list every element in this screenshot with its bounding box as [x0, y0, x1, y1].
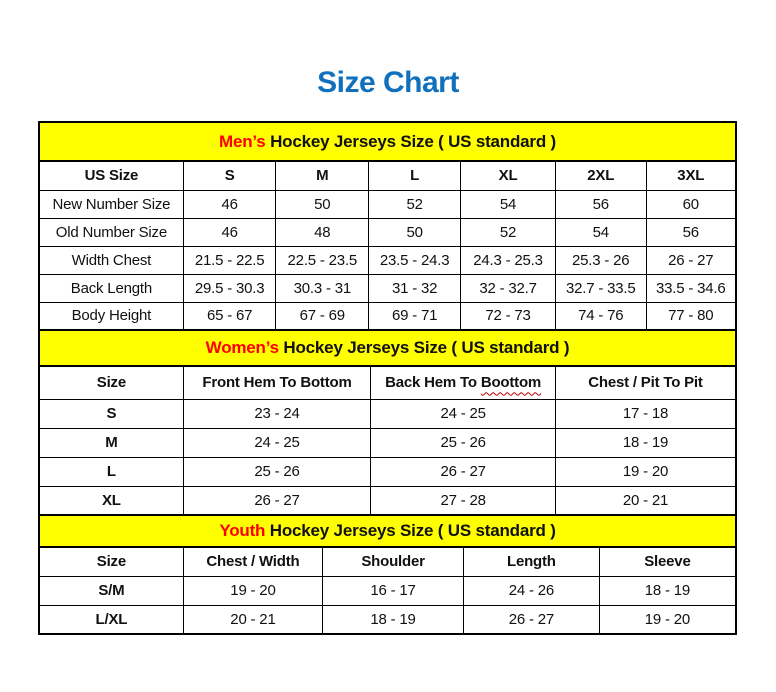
table-cell: 72 - 73 — [461, 302, 556, 330]
youth-section-banner — [39, 515, 736, 547]
youth-size-table — [38, 514, 737, 635]
table-cell: 54 — [461, 190, 556, 218]
column-header-s: S — [183, 161, 276, 190]
mens-header-row — [39, 161, 736, 190]
column-header-2xl: 2XL — [555, 161, 646, 190]
table-cell: 19 - 20 — [183, 576, 322, 605]
youth-header-row — [39, 547, 736, 576]
table-cell: 50 — [276, 190, 369, 218]
table-cell: 33.5 - 34.6 — [646, 274, 736, 302]
table-cell: 19 - 20 — [599, 605, 736, 634]
table-cell: 52 — [461, 218, 556, 246]
table-cell: 27 - 28 — [371, 486, 556, 515]
table-cell: 46 — [183, 218, 276, 246]
row-label: Width Chest — [39, 246, 183, 274]
row-label: XL — [39, 486, 183, 515]
table-cell: 56 — [646, 218, 736, 246]
row-label: Old Number Size — [39, 218, 183, 246]
table-cell: 19 - 20 — [555, 457, 736, 486]
table-row-women-l — [39, 457, 736, 486]
table-cell: 26 - 27 — [371, 457, 556, 486]
table-cell: 31 - 32 — [369, 274, 461, 302]
table-cell: 50 — [369, 218, 461, 246]
table-cell: 16 - 17 — [323, 576, 464, 605]
table-cell: 25 - 26 — [183, 457, 370, 486]
table-cell: 29.5 - 30.3 — [183, 274, 276, 302]
womens-banner-accent: Women’s — [205, 338, 279, 357]
table-cell: 18 - 19 — [599, 576, 736, 605]
table-row-women-m — [39, 428, 736, 457]
womens-section-banner — [39, 330, 736, 366]
womens-size-table — [38, 329, 737, 516]
column-header-chest-width: Chest / Width — [183, 547, 322, 576]
table-row-body-height — [39, 302, 736, 330]
table-cell: 65 - 67 — [183, 302, 276, 330]
womens-section-banner-row — [39, 330, 736, 366]
column-header-l: L — [369, 161, 461, 190]
row-label: Body Height — [39, 302, 183, 330]
mens-banner-text: Hockey Jerseys Size ( US standard ) — [265, 131, 556, 151]
table-row-women-xl — [39, 486, 736, 515]
table-cell: 18 - 19 — [323, 605, 464, 634]
table-cell: 30.3 - 31 — [276, 274, 369, 302]
mens-size-table — [38, 121, 737, 331]
column-header-front-hem: Front Hem To Bottom — [183, 366, 370, 399]
table-cell: 48 — [276, 218, 369, 246]
youth-banner-text: Hockey Jerseys Size ( US standard ) — [265, 521, 556, 540]
row-label: L/XL — [39, 605, 183, 634]
table-cell: 69 - 71 — [369, 302, 461, 330]
table-cell: 25 - 26 — [371, 428, 556, 457]
table-cell: 77 - 80 — [646, 302, 736, 330]
table-cell: 23.5 - 24.3 — [369, 246, 461, 274]
page-title: Size Chart — [317, 66, 459, 99]
womens-banner-text: Hockey Jerseys Size ( US standard ) — [278, 338, 570, 357]
table-cell: 32.7 - 33.5 — [555, 274, 646, 302]
table-cell: 32 - 32.7 — [461, 274, 556, 302]
table-cell: 24 - 25 — [183, 428, 370, 457]
table-cell: 46 — [183, 190, 276, 218]
table-cell: 24 - 26 — [463, 576, 599, 605]
table-cell: 52 — [369, 190, 461, 218]
table-row-new-number-size — [39, 190, 736, 218]
table-row-youth-lxl — [39, 605, 736, 634]
column-header-m: M — [276, 161, 369, 190]
column-header-length: Length — [463, 547, 599, 576]
table-cell: 24.3 - 25.3 — [461, 246, 556, 274]
column-header-size: Size — [39, 547, 183, 576]
table-cell: 56 — [555, 190, 646, 218]
back-hem-label-prefix: Back Hem To — [385, 374, 481, 392]
mens-banner-accent: Men’s — [219, 131, 266, 151]
column-header-size: Size — [39, 366, 183, 399]
table-cell: 18 - 19 — [555, 428, 736, 457]
row-label: L — [39, 457, 183, 486]
size-tables — [38, 121, 737, 635]
table-row-back-length — [39, 274, 736, 302]
table-cell: 60 — [646, 190, 736, 218]
table-cell: 23 - 24 — [183, 399, 370, 428]
row-label: Back Length — [39, 274, 183, 302]
table-cell: 26 - 27 — [646, 246, 736, 274]
mens-section-banner — [39, 122, 736, 161]
table-row-width-chest — [39, 246, 736, 274]
youth-banner-accent: Youth — [219, 521, 266, 540]
table-row-youth-sm — [39, 576, 736, 605]
row-label: S — [39, 399, 183, 428]
womens-header-row — [39, 366, 736, 399]
table-cell: 21.5 - 22.5 — [183, 246, 276, 274]
column-header-xl: XL — [461, 161, 556, 190]
youth-section-banner-row — [39, 515, 736, 547]
table-cell: 20 - 21 — [555, 486, 736, 515]
row-label: M — [39, 428, 183, 457]
table-cell: 74 - 76 — [555, 302, 646, 330]
column-header-us-size: US Size — [39, 161, 183, 190]
column-header-shoulder: Shoulder — [323, 547, 464, 576]
column-header-back-hem — [371, 366, 556, 399]
table-cell: 26 - 27 — [183, 486, 370, 515]
table-cell: 22.5 - 23.5 — [276, 246, 369, 274]
table-cell: 54 — [555, 218, 646, 246]
table-cell: 17 - 18 — [555, 399, 736, 428]
mens-section-banner-row — [39, 122, 736, 161]
back-hem-label-misspelled: Boottom — [480, 374, 542, 392]
table-row-old-number-size — [39, 218, 736, 246]
row-label: S/M — [39, 576, 183, 605]
column-header-3xl: 3XL — [646, 161, 736, 190]
table-cell: 20 - 21 — [183, 605, 322, 634]
table-row-women-s — [39, 399, 736, 428]
table-cell: 67 - 69 — [276, 302, 369, 330]
table-cell: 24 - 25 — [371, 399, 556, 428]
row-label: New Number Size — [39, 190, 183, 218]
column-header-chest-pit: Chest / Pit To Pit — [555, 366, 736, 399]
table-cell: 26 - 27 — [463, 605, 599, 634]
table-cell: 25.3 - 26 — [555, 246, 646, 274]
column-header-sleeve: Sleeve — [599, 547, 736, 576]
